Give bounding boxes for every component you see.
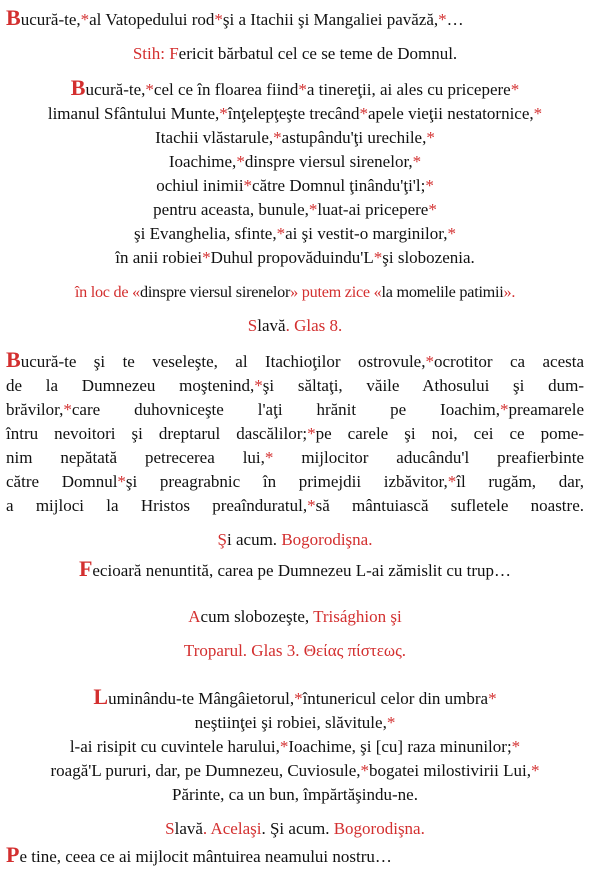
verse-marker: * bbox=[63, 400, 72, 419]
verse-line bbox=[6, 685, 584, 711]
theotokion-2: Pe tine, ceea ce ai mijlocit mântuirea neamului nostru… bbox=[6, 842, 392, 867]
verse-segment: luat-ai pricepere bbox=[317, 200, 429, 219]
verse-line: către Domnul*şi preagrabnic în primejdii izbăvitor,*îl rugăm, dar, bbox=[6, 472, 584, 491]
drop-letter: L bbox=[93, 684, 109, 709]
verse-marker: * bbox=[276, 224, 286, 243]
stanza-2 bbox=[6, 348, 584, 518]
verse-marker: * bbox=[373, 248, 383, 267]
verse-segment: şi slobozenia. bbox=[382, 248, 475, 267]
verse-marker: * bbox=[236, 152, 245, 171]
verse-segment: apele vieţii nestatornice, bbox=[367, 104, 534, 123]
verse-marker: * bbox=[447, 472, 457, 491]
drop-letter: B bbox=[6, 5, 21, 30]
verse-marker: * bbox=[359, 104, 368, 123]
verse-segment: Ioachime, şi [cu] raza minunilor; bbox=[288, 737, 512, 756]
verse-line bbox=[6, 711, 584, 735]
verse-segment: a tinereţii, ai ales cu pricepere bbox=[306, 80, 511, 99]
verse-segment: ucură-te, bbox=[85, 80, 146, 99]
verse-line bbox=[6, 222, 584, 246]
rubric-acum-slobozeste: Acum slobozeşte, Trisághion şi bbox=[188, 607, 402, 626]
verse-segment: bogatei milostivirii Lui, bbox=[369, 761, 531, 780]
verse-line bbox=[6, 759, 584, 783]
drop-letter: B bbox=[70, 75, 86, 100]
verse-marker: * bbox=[254, 376, 263, 395]
verse-marker: * bbox=[447, 224, 456, 243]
rubric-si-acum: Şi acum. Bogorodişna. bbox=[217, 530, 373, 549]
verse-segment: roagă'L pururi, dar, pe Dumnezeu, Cuviosule, bbox=[50, 761, 361, 780]
stih-line bbox=[6, 42, 584, 66]
verse-marker: * bbox=[145, 80, 154, 99]
verse-segment: Părinte, ca un bun, împărtăşindu-ne. bbox=[172, 785, 418, 804]
verse-line bbox=[6, 783, 584, 807]
verse-marker: * bbox=[264, 448, 274, 467]
stih-label: Stih: F bbox=[132, 44, 179, 63]
verse-segment: Itachii vlăstarule, bbox=[155, 128, 274, 147]
verse-segment: ochiul inimii bbox=[156, 176, 244, 195]
verse-line bbox=[6, 126, 584, 150]
theotokion-1: Fecioară nenuntită, carea pe Dumnezeu L-ai zămislit cu trup… bbox=[78, 556, 512, 581]
verse-segment: dinspre viersul sirenelor, bbox=[244, 152, 413, 171]
verse-line bbox=[6, 102, 584, 126]
verse-segment: întunericul celor din umbra bbox=[302, 689, 489, 708]
verse-marker: * bbox=[202, 248, 211, 267]
stih-text: ericit bărbatul cel ce se teme de Domnul. bbox=[178, 44, 458, 63]
verse-line: de la Dumnezeu moştenind,*şi săltaţi, văile Athosului şi dum- bbox=[6, 376, 585, 395]
verse-segment: neştiinţei şi robiei, slăvitule, bbox=[194, 713, 387, 732]
verse-marker: * bbox=[360, 761, 370, 780]
rubric-troparul: Troparul. Glas 3. Θείας πίστεως. bbox=[183, 641, 407, 660]
verse-marker: * bbox=[80, 10, 90, 29]
verse-marker: * bbox=[273, 128, 282, 147]
verse-marker: * bbox=[438, 10, 447, 29]
rubric-slava-glas: Slavă. Glas 8. bbox=[247, 316, 343, 335]
verse-marker: * bbox=[488, 689, 497, 708]
verse-marker: * bbox=[214, 10, 223, 29]
verse-segment: uminându-te Mângâietorul, bbox=[108, 689, 295, 708]
verse-marker: * bbox=[386, 713, 396, 732]
verse-segment: înţelepţeşte trecând bbox=[227, 104, 360, 123]
verse-segment: astupându'ţi urechile, bbox=[281, 128, 427, 147]
verse-marker: * bbox=[298, 80, 307, 99]
verse-segment: şi Evanghelia, sfinte, bbox=[134, 224, 277, 243]
verse-marker: * bbox=[533, 104, 543, 123]
verse-line: a mijloci la Hristos preaînduratul,*să mântuiască sufletele noastre. bbox=[6, 496, 584, 515]
verse-segment: limanul Sfântului Munte, bbox=[47, 104, 220, 123]
verse-line bbox=[6, 198, 584, 222]
editorial-note: în loc de «dinspre viersul sirenelor» putem zice «la momelile patimii». bbox=[74, 283, 516, 301]
verse-marker: * bbox=[426, 128, 435, 147]
stanza-1 bbox=[6, 76, 584, 270]
stanza-3 bbox=[6, 685, 584, 807]
verse-marker: * bbox=[307, 496, 316, 515]
verse-segment: către Domnul ţinându'ţi'l; bbox=[252, 176, 426, 195]
verse-marker: * bbox=[500, 400, 509, 419]
verse-marker: * bbox=[219, 104, 228, 123]
verse-segment: ai şi vestit-o marginilor, bbox=[285, 224, 448, 243]
verse-line: întru nevoitori şi dreptarul dascălilor;*pe carele şi noi, cei ce pome- bbox=[6, 424, 584, 443]
verse-marker: * bbox=[307, 424, 316, 443]
verse-marker: * bbox=[510, 80, 520, 99]
verse-line bbox=[6, 735, 584, 759]
verse-marker: * bbox=[243, 176, 253, 195]
verse-marker: * bbox=[425, 352, 434, 371]
verse-line bbox=[6, 246, 584, 270]
verse-line bbox=[6, 174, 584, 198]
verse-marker: * bbox=[279, 737, 289, 756]
verse-line: nim nepătată petrecerea lui,* mijlocitor aducându'l preafierbinte bbox=[6, 448, 584, 467]
verse-marker: * bbox=[531, 761, 540, 780]
verse-marker: * bbox=[412, 152, 422, 171]
verse-segment: Duhul propovăduindu'L bbox=[210, 248, 374, 267]
verse-marker: * bbox=[428, 200, 437, 219]
drop-letter: B bbox=[6, 347, 21, 372]
verse-marker: * bbox=[425, 176, 434, 195]
verse-marker: * bbox=[117, 472, 126, 491]
intro-verse: Bucură-te,*al Vatopedului rod*şi a Itachii şi Mangaliei pavăză,*… bbox=[6, 5, 464, 30]
verse-marker: * bbox=[511, 737, 521, 756]
verse-segment: Ioachime, bbox=[168, 152, 237, 171]
verse-segment: în anii robiei bbox=[115, 248, 203, 267]
verse-line bbox=[6, 150, 584, 174]
verse-segment: cel ce în floarea fiind bbox=[153, 80, 299, 99]
verse-segment: pentru aceasta, bunule, bbox=[153, 200, 309, 219]
verse-segment: l-ai risipit cu cuvintele harului, bbox=[69, 737, 280, 756]
verse-line: Bucură-te şi te veseleşte, al Itachioţilor ostrovule,*ocrotitor ca acesta bbox=[6, 347, 584, 372]
rubric-slava-acelasi: Slavă. Acelaşi. Şi acum. Bogorodişna. bbox=[165, 819, 425, 838]
verse-marker: * bbox=[308, 200, 318, 219]
verse-marker: * bbox=[294, 689, 303, 708]
verse-line: brăvilor,*care duhovniceşte l'aţi hrănit pe Ioachim,*preamarele bbox=[6, 400, 584, 419]
verse-line bbox=[6, 76, 584, 102]
